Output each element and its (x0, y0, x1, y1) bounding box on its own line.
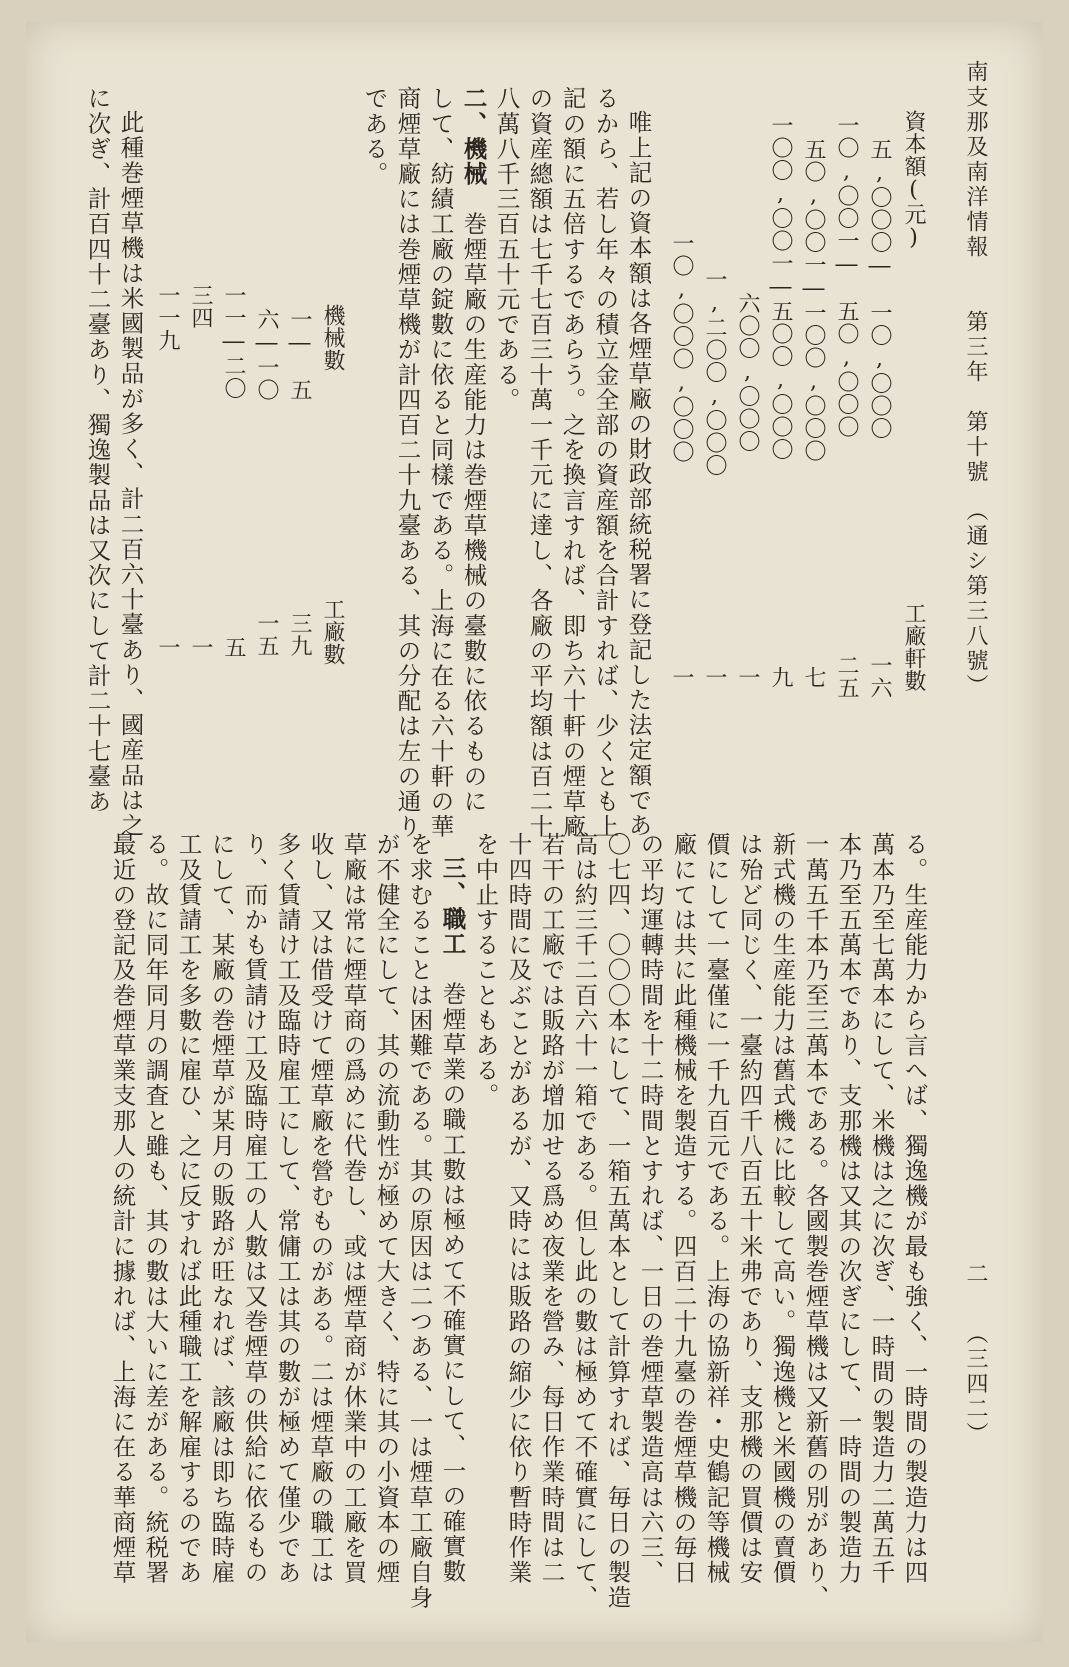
body-line: 此種巻煙草機は米國製品が多く、計二百六十臺あり、國産品は之 (116, 110, 145, 838)
machine-row-count: 一五 (254, 612, 279, 657)
body-line: が不健全にして、其の流動性が極めて大きく、特に其の小資本の煙 (372, 832, 401, 1585)
capital-row-range: 五,〇〇〇― 一〇,〇〇〇 (867, 138, 892, 440)
machine-row-range: 一― 五 (287, 308, 312, 401)
body-line: に次ぎ、計百四十二臺あり、獨逸製品は又次にして計二十七臺あ (83, 86, 112, 814)
volume-label: 第三年 (963, 310, 988, 385)
capital-row-range: 五〇,〇〇一―一〇〇,〇〇〇 (801, 138, 826, 462)
body-line: 價にして一臺僅に一千九百元である。上海の協新祥・史鶴記等機械 (702, 832, 731, 1585)
page-number-overall: （三四二） (963, 1322, 988, 1447)
body-line: 工及賃請工を多數に雇ひ、之に反すれば此種職工を解雇するのであ (174, 832, 203, 1585)
body-line: 八萬八千三百五十元である。 (492, 86, 521, 413)
machine-row-count: 五 (221, 636, 246, 659)
cumulative-issue-label: （通シ第三八號） (963, 510, 988, 699)
capital-row-count: 二五 (834, 654, 859, 699)
capital-row-count: 七 (801, 666, 826, 689)
page-number: 二 (963, 1262, 988, 1287)
body-line: るから、若し年々の積立金全部の資産額を合計すれば、少くとも上 (591, 86, 620, 839)
body-line: 十四時間に及ぶことがあるが、又時には販路の縮少に依り暫時作業 (504, 832, 533, 1585)
body-line: の資産總額は七千七百三十萬一千元に達し、各廠の平均額は百二十 (525, 86, 554, 839)
section-heading: 三、職工 (438, 856, 467, 957)
body-line: 新式機の生産能力は舊式機に比較して高い。獨逸機と米國機の賣價 (768, 832, 797, 1585)
body-line: り、而かも賃請け工及臨時雇工の人數は又巻煙草の供給に依るもの (240, 832, 269, 1585)
document-page (26, 22, 1042, 1642)
body-line: 多く賃請け工及臨時雇工にして、常傭工は其の數が極めて僅少であ (273, 832, 302, 1585)
machine-row-range: 六―一〇 (254, 308, 279, 401)
section-heading: 二、機械 (459, 86, 488, 187)
body-line: して、紡績工廠の錠數に依ると同樣である。上海に在る六十軒の華 (426, 86, 455, 839)
body-line: 萬本乃至七萬本にして、米機は之に次ぎ、一時間の製造力二萬五千 (867, 832, 896, 1585)
body-line: 本乃至五萬本であり、支那機は又其の次ぎにして、一時間の製造力 (834, 832, 863, 1585)
machine-row-range: 三四 (188, 284, 213, 329)
body-line: 唯上記の資本額は各煙草廠の財政部統税署に登記した法定額であ (624, 110, 653, 838)
capital-row-range: 一〇〇,〇〇一―五〇〇,〇〇〇 (768, 114, 793, 461)
machine-row-count: 一 (188, 636, 213, 659)
capital-row-count: 一六 (867, 654, 892, 699)
capital-row-range: 一〇,〇〇〇,〇〇〇 (669, 232, 694, 463)
capital-row-range: 一〇,〇〇一― 五〇,〇〇〇 (834, 114, 859, 438)
capital-table-header-factories: 工廠軒數 (901, 602, 926, 692)
body-line: 高は約三千二百六十一箱である。但し此の數は極めて不確實にして、 (570, 832, 599, 1611)
machine-row-count: 三九 (287, 612, 312, 657)
body-line: 最近の登記及巻煙草業支那人の統計に據れば、上海に在る華商煙草 (108, 832, 137, 1585)
capital-table-header-capital: 資本額(元) (901, 110, 926, 251)
body-line: を中止することもある。 (471, 832, 500, 1109)
body-line: 若干の工廠では販路が增加せる爲め夜業を營み、每日作業時間は二 (537, 832, 566, 1585)
body-line: は殆ど同じく、一臺約四千八百五十米弗であり、支那機の買價は安 (735, 832, 764, 1585)
body-line: 〇七四、〇〇〇本にして、一箱五萬本として計算すれば、毎日の製造 (603, 832, 632, 1611)
body-line: を求むることは困難である。其の原因は二つある、一は煙草工廠自身 (405, 832, 434, 1611)
capital-row-count: 一 (669, 666, 694, 689)
machine-table-header-machines: 機械數 (320, 304, 345, 372)
section-2-first-line: 二、機械 巻煙草廠の生産能力は巻煙草機械の臺數に依るものに (459, 86, 488, 814)
capital-row-range: 六〇〇,〇〇〇 (735, 292, 760, 453)
machine-table-header-factories: 工廠數 (320, 598, 345, 666)
machine-row-count: 一 (155, 636, 180, 659)
capital-row-count: 九 (768, 666, 793, 689)
body-line: 一萬五千本乃至三萬本である。各國製巻煙草機は又新舊の別があり、 (801, 832, 830, 1611)
issue-label: 第十號 (963, 410, 988, 485)
body-line: の平均運轉時間を十二時間とすれば、一日の巻煙草製造高は六三、 (636, 832, 665, 1585)
body-line: である。 (360, 86, 389, 187)
running-header (964, 60, 986, 760)
body-line: 商煙草廠には巻煙草機が計四百二十九臺ある、其の分配は左の通り (393, 86, 422, 839)
body-line: 廠にては共に此種機械を製造する。四百二十九臺の巻煙草機の毎日 (669, 832, 698, 1585)
capital-row-count: 一 (735, 666, 760, 689)
capital-row-count: 一 (702, 666, 727, 689)
section-3-first-line: 三、職工 巻煙草業の職工數は極めて不確實にして、一の確實數 (438, 856, 467, 1584)
journal-title: 南支那及南洋情報 (963, 60, 988, 260)
machine-row-range: 一一―二〇 (221, 284, 246, 400)
capital-row-range: 一,二〇〇,〇〇〇 (702, 268, 727, 477)
body-line: 記の額に五倍するであらう。之を換言すれば、即ち六十軒の煙草廠 (558, 86, 587, 839)
body-line: る。故に同年同月の調査と雖も、其の數は大いに差がある。統税署 (141, 832, 170, 1585)
body-line: る。生産能力から言へば、獨逸機が最も強く、一時間の製造力は四 (900, 832, 929, 1585)
body-line: 收し、又は借受けて煙草廠を營むものがある。二は煙草廠の職工は (306, 832, 335, 1585)
machine-row-range: 一一九 (155, 284, 180, 352)
body-line: にして、某廠の巻煙草が某月の販路が旺なれば、該廠は即ち臨時雇 (207, 832, 236, 1585)
body-line: 草廠は常に煙草商の爲めに代巻し、或は煙草商が休業中の工廠を買 (339, 832, 368, 1585)
